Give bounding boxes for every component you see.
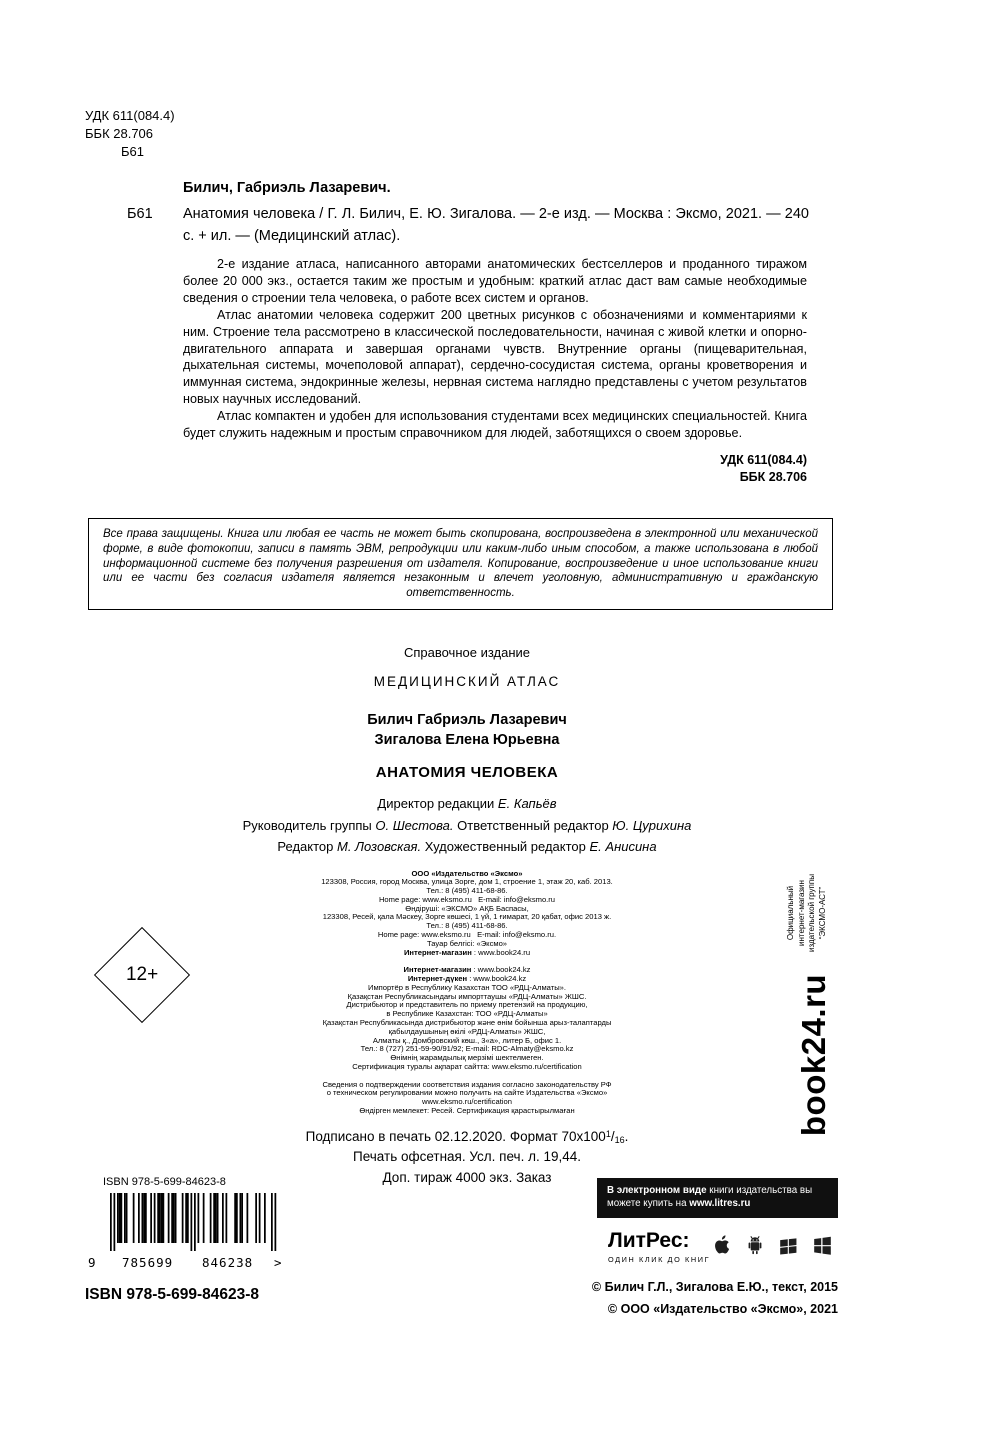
imprint-line: Home page: www.eksmo.ru E-mail: info@eksmo.ru xyxy=(378,894,556,904)
udk-code: УДК 611(084.4) xyxy=(85,108,175,123)
book24-vertical-logo: book24.ru xyxy=(795,973,832,1137)
imprint-line: Өндірген мемлекет: Ресей. Сертификация қарастырылмаған xyxy=(359,1106,575,1116)
annotation-block xyxy=(183,256,807,486)
editorial-staff xyxy=(85,793,849,858)
copyright-line: © Билич Г.Л., Зигалова Е.Ю., текст, 2015 xyxy=(591,1280,838,1294)
print-date-format: Подписано в печать 02.12.2020. Формат $70x100^1/_{16}$. xyxy=(305,1128,629,1145)
imprint-line: Интернет-дүкен : www.book24.kz xyxy=(407,974,527,984)
authors-list xyxy=(85,710,849,750)
age-rating-label: 12+ xyxy=(125,963,159,985)
windows-icon xyxy=(811,1233,834,1257)
annotation-paragraph: Атлас анатомии человека содержит 200 цветных рисунков с обозначениями и комментариями к ним. Строение тела рассмотрено в классической последовательности, начиная с живой клетки и опорно-двигательного аппарата и завершая органами чувств. Внутренние органы (пищеварительная, дыхательная системы, мочеполовой аппарат), сердечно-сосудистая система, органы кроветворения и иммунная система, эндокринные железы, нервная система наглядно представлены с учетом результатов новых научных исследований. xyxy=(183,307,807,407)
rights-notice-box: Все права защищены. Книга или любая ее часть не может быть скопирована, воспроизведена в электронной или механической форме, в виде фотокопии, записи в память ЭВМ, репродукции или каким-либо иным способом, а также использована в любой информационной системе без получения разрешения от издателя. Копирование, воспроизведение и иное использование книги или ее части без согласия издателя является незаконным и влечет уголовную, административную и гражданскую ответственность. xyxy=(88,518,833,610)
litres-promo-bold: В электронном виде xyxy=(607,1185,707,1196)
classification-codes-right xyxy=(183,452,807,486)
imprint-line: Өнімнің жарамдылық мерзімі шектелмеген. xyxy=(390,1053,544,1063)
imprint-line: Дистрибьютор и представитель по приему претензий на продукцию, xyxy=(346,1000,588,1010)
imprint-line: Қазақстан Республикасындағы импорттаушы «РДЦ-Алматы» ЖШС. xyxy=(347,991,587,1001)
imprint-line: Тел.: 8 (727) 251-59-90/91/92; E-mail: RDC-Almaty@eksmo.kz xyxy=(360,1044,574,1054)
imprint-line: Тел.: 8 (495) 411-68-86. xyxy=(426,921,508,931)
print-method: Печать офсетная. Усл. печ. л. 19,44. xyxy=(353,1149,581,1165)
staff-line: Руководитель группы О. Шестова. Ответственный редактор Ю. Цурихина xyxy=(242,817,692,833)
windows-flag-icon xyxy=(777,1233,800,1257)
isbn-above-barcode: ISBN 978-5-699-84623-8 xyxy=(103,1176,226,1188)
litres-logo xyxy=(608,1229,710,1264)
print-circulation: Доп. тираж 4000 экз. Заказ xyxy=(382,1169,552,1185)
annotation-paragraph: 2-е издание атласа, написанного авторами анатомических бестселлеров и проданного тиражом более 20 000 экз., остается таким же простым и удобным: краткий атлас даст вам самые необходимые сведения о строении тела человека, о работе всех систем и органов. xyxy=(183,257,807,305)
official-store-line: интернет-магазин xyxy=(796,880,806,946)
classification-codes xyxy=(85,107,175,161)
catalog-author-heading: Билич, Габриэль Лазаревич. xyxy=(183,180,391,196)
isbn-bold: ISBN 978-5-699-84623-8 xyxy=(85,1286,260,1303)
bbk-code: ББК 28.706 xyxy=(85,126,154,141)
litres-promo-text: книги издательства вы можете купить на xyxy=(607,1185,813,1209)
barcode-digits xyxy=(88,1255,288,1271)
litres-wordmark: ЛитРес: xyxy=(608,1229,690,1252)
staff-line: Редактор М. Лозовская. Художественный редактор Е. Анисина xyxy=(277,839,657,854)
android-icon xyxy=(744,1233,766,1257)
copyright-line: © ООО «Издательство «Эксмо», 2021 xyxy=(607,1301,838,1316)
barcode-digit-group2: 846238 xyxy=(202,1255,254,1270)
barcode-digit-group1: 785699 xyxy=(122,1255,174,1270)
barcode-digit-first: 9 xyxy=(88,1255,97,1270)
litres-promo-box xyxy=(597,1178,838,1218)
publisher-imprint xyxy=(85,870,849,1116)
official-store-line: Официальный xyxy=(786,885,795,941)
imprint-line: www.eksmo.ru/certification xyxy=(422,1097,512,1107)
staff-line: Директор редакции Е. Капьёв xyxy=(377,796,557,811)
imprint-line: Сведения о подтверждении соответствия издания согласно законодательству РФ xyxy=(322,1079,612,1089)
imprint-line: Интернет-магазин : www.book24.ru xyxy=(403,947,531,957)
author-sign-code: Б61 xyxy=(121,144,144,159)
imprint-line: Қазақстан Республикасында дистрибьютор және өнім бойынша арыз-талаптарды xyxy=(322,1018,612,1028)
apple-icon xyxy=(712,1233,733,1257)
imprint-line: Home page: www.eksmo.ru E-mail: info@eksmo.ru. xyxy=(377,930,557,940)
edition-info-column xyxy=(85,645,849,1188)
imprint-line: Алматы қ., Домбровский көш., 3«а», литер Б, офис 1. xyxy=(372,1035,562,1045)
imprint-line: в Республике Казахстан: ТОО «РДЦ-Алматы» xyxy=(386,1009,548,1019)
imprint-line: Тауар белгісі: «Эксмо» xyxy=(426,938,508,948)
litres-tagline: ОДИН КЛИК ДО КНИГ xyxy=(608,1255,711,1264)
udk-code-right: УДК 611(084.4) xyxy=(720,452,807,467)
edition-kind: Справочное издание xyxy=(403,645,531,660)
imprint-line: ООО «Издательство «Эксмо» xyxy=(411,868,523,878)
catalog-author-sign: Б61 xyxy=(127,206,153,222)
ean13-barcode xyxy=(110,1193,277,1251)
barcode-quiet-zone-mark: > xyxy=(274,1255,282,1270)
author-name: Билич Габриэль Лазаревич xyxy=(367,712,567,728)
catalog-description: Анатомия человека / Г. Л. Билич, Е. Ю. Зигалова. — 2-е изд. — Москва : Эксмо, 2021. — 240 с. + ил. — (Медицинский атлас). xyxy=(183,206,809,244)
official-store-line: “ЭКСМО-АСТ” xyxy=(817,886,827,940)
imprint-line: 123308, Ресей, қала Мәскеу, Зорге көшесі, 1 үй, 1 ғимарат, 20 қабат, офис 2013 ж. xyxy=(322,912,612,922)
imprint-line: Тел.: 8 (495) 411-68-86. xyxy=(426,886,508,896)
official-store-vertical-text xyxy=(786,857,832,969)
annotation-paragraph: Атлас компактен и удобен для использования студентами всех медицинских специальностей. Книга будет служить надежным и простым справочником для людей, заботящихся о своем здоровье. xyxy=(183,409,807,441)
imprint-line: Өндіруші: «ЭКСМО» АҚБ Баспасы, xyxy=(405,903,529,913)
bbk-code-right: ББК 28.706 xyxy=(739,469,807,484)
imprint-line: о техническом регулировании можно получить на сайте Издательства «Эксмо» xyxy=(326,1088,608,1098)
imprint-line: Интернет-магазин : www.book24.kz xyxy=(403,965,531,975)
app-store-icons xyxy=(712,1233,834,1257)
book-title: АНАТОМИЯ ЧЕЛОВЕКА xyxy=(375,764,559,781)
imprint-line: Импортёр в Республику Казахстан ТОО «РДЦ-Алматы». xyxy=(367,982,566,992)
imprint-line: қабылдаушының өкілі «РДЦ-Алматы» ЖШС, xyxy=(388,1026,546,1036)
official-store-line: издательской группы xyxy=(807,874,816,952)
copyright-block xyxy=(493,1277,838,1320)
imprint-line: 123308, Россия, город Москва, улица Зорге, дом 1, строение 1, этаж 20, каб. 2013. xyxy=(321,877,613,887)
litres-url: www.litres.ru xyxy=(689,1197,751,1209)
author-name: Зигалова Елена Юрьевна xyxy=(374,732,560,748)
series-title: МЕДИЦИНСКИЙ АТЛАС xyxy=(373,674,561,689)
imprint-line: Сертификация туралы ақпарат сайтта: www.eksmo.ru/certification xyxy=(352,1062,582,1072)
catalog-entry-block xyxy=(127,180,817,247)
